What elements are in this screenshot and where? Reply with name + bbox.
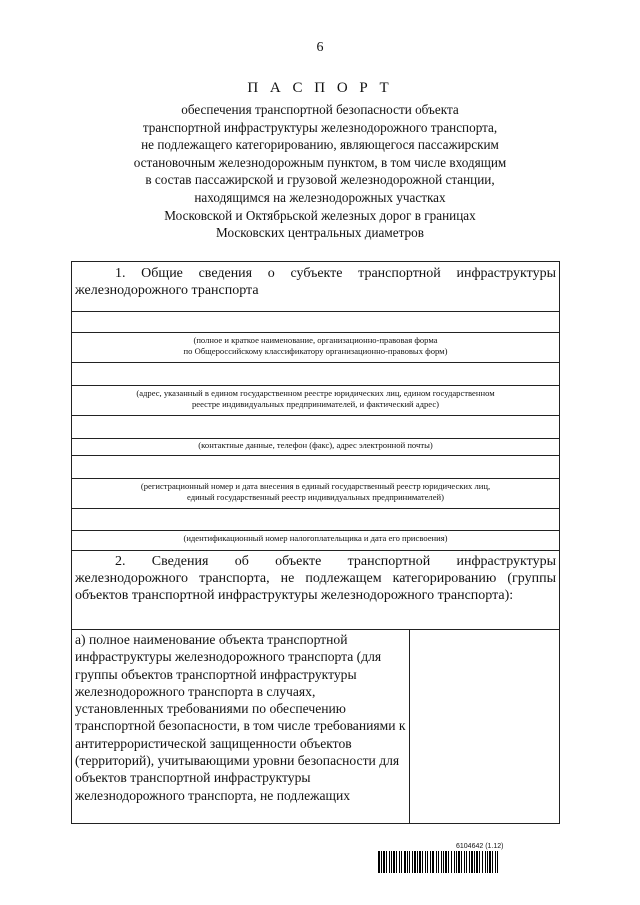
address-field-row — [72, 363, 560, 386]
address-field[interactable] — [72, 363, 560, 386]
inn-field-row — [72, 509, 560, 531]
section-1-heading-cell — [72, 262, 560, 312]
subtitle-line: остановочным железнодорожным пунктом, в том числе входящим — [133, 154, 507, 170]
caption-row — [72, 479, 560, 509]
page-number: 6 — [316, 40, 324, 55]
section-2-heading-row — [72, 551, 560, 630]
contacts-caption: (контактные данные, телефон (факс), адрес электронной почты) — [72, 439, 560, 456]
section-1-heading: 1. Общие сведения о субъекте транспортной инфраструктуры железнодорожного транспорта — [75, 266, 557, 298]
subtitle-line: Московской и Октябрьской железных дорог в границах — [164, 207, 476, 223]
registration-field[interactable] — [72, 456, 560, 479]
subtitle-line: находящимся на железнодорожных участках — [194, 189, 446, 205]
caption-row — [72, 439, 560, 456]
entity-name-field-row — [72, 312, 560, 333]
caption-row — [72, 333, 560, 363]
subtitle-line: обеспечения транспортной безопасности объекта — [181, 102, 459, 117]
item-a-label: а) полное наименование объекта транспортной инфраструктуры железнодорожного транспорта (для группы объектов транспортной инфраструктуры железнодорожного транспорта в случаях, установленных требованиями по обеспечению транспортной безопасности, в том числе требованиями к антитеррористической защищенности объектов (территорий), учитывающими уровни безопасности для объектов транспортной инфраструктуры железнодорожного транспорта, не подлежащих — [72, 630, 410, 824]
document-title: П А С П О Р Т — [247, 80, 393, 96]
section-1-heading-row — [72, 262, 560, 312]
section-2-heading: 2. Сведения об объекте транспортной инфраструктуры железнодорожного транспорта, не подлежащем категорированию (группы объектов транспортной инфраструктуры железнодорожного транспорта): — [75, 554, 557, 603]
item-a-value-field[interactable] — [410, 630, 560, 824]
inn-caption: (идентификационный номер налогоплательщика и дата его присвоения) — [72, 531, 560, 551]
barcode-image — [378, 851, 564, 873]
caption-row — [72, 531, 560, 551]
document-subtitle — [60, 101, 580, 242]
subtitle-line: Московских центральных диаметров — [216, 225, 424, 241]
form-code: 6104642 (1.12) — [456, 843, 504, 850]
subtitle-line: не подлежащего категорированию, являющегося пассажирским — [141, 137, 499, 153]
inn-field[interactable] — [72, 509, 560, 531]
contacts-field[interactable] — [72, 416, 560, 439]
entity-name-field[interactable] — [72, 312, 560, 333]
caption-row — [72, 386, 560, 416]
registration-caption: (регистрационный номер и дата внесения в единый государственный реестр юридических лиц, единый государственный реестр индивидуальных предпринимателей) — [72, 479, 560, 509]
address-caption: (адрес, указанный в едином государственном реестре юридических лиц, едином государственном реестре индивидуальных предпринимателей, и фактический адрес) — [72, 386, 560, 416]
section-2-heading-cell — [72, 551, 560, 630]
subtitle-line: в состав пассажирской и грузовой железнодорожной станции, — [145, 172, 495, 188]
item-a-row — [72, 630, 560, 824]
entity-name-caption: (полное и краткое наименование, организационно-правовая форма по Общероссийскому классификатору организационно-правовых форм) — [72, 333, 560, 363]
registration-field-row — [72, 456, 560, 479]
barcode-bar — [498, 851, 500, 873]
contacts-field-row — [72, 416, 560, 439]
subtitle-line: транспортной инфраструктуры железнодорожного транспорта, — [142, 119, 498, 135]
passport-form-table — [71, 261, 560, 824]
